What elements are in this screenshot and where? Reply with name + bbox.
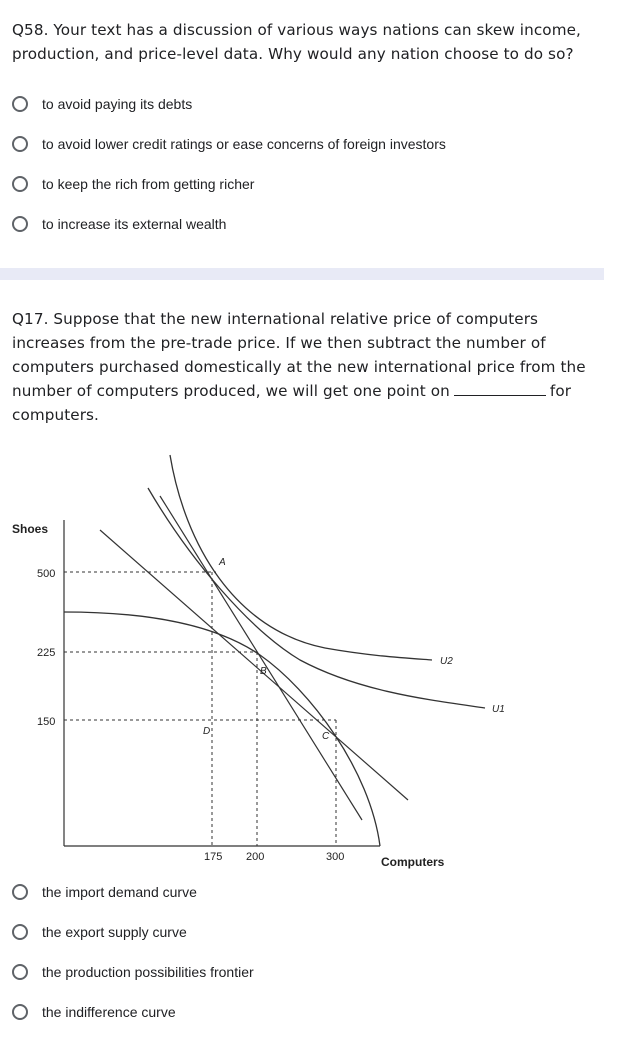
y-axis-label: Shoes [12, 522, 49, 536]
q17-question-line-1: Q17. Suppose that the new international relative price of computers [12, 310, 539, 328]
option-label: the export supply curve [42, 924, 187, 940]
point-label-a: A [219, 557, 226, 568]
y-tick-150: 150 [37, 716, 56, 728]
radio-button[interactable] [12, 216, 28, 232]
option-label: to avoid lower credit ratings or ease concerns of foreign investors [42, 136, 446, 152]
q17-question-line-4-text: number of computers produced, we will get one point on [12, 382, 450, 400]
radio-button[interactable] [12, 136, 28, 152]
q58-option-3[interactable] [12, 173, 254, 195]
radio-button[interactable] [12, 964, 28, 980]
y-tick-500: 500 [37, 568, 56, 580]
radio-button[interactable] [12, 1004, 28, 1020]
trade-graph [0, 440, 625, 880]
q17-question-line-5: computers. [12, 406, 99, 424]
radio-button[interactable] [12, 176, 28, 192]
q17-question-line-4-end: for [549, 382, 572, 400]
q17-option-2[interactable] [12, 921, 187, 943]
q58-option-4[interactable] [12, 213, 226, 235]
option-label: the indifference curve [42, 1004, 176, 1020]
indifference-curve-u1 [148, 488, 485, 708]
option-label: the production possibilities frontier [42, 964, 254, 980]
x-tick-300: 300 [326, 851, 345, 863]
x-tick-175: 175 [204, 851, 223, 863]
q58-option-2[interactable] [12, 133, 446, 155]
curve-label-u1: U1 [492, 704, 505, 715]
q17-option-4[interactable] [12, 1001, 176, 1023]
x-tick-200: 200 [246, 851, 265, 863]
radio-button[interactable] [12, 924, 28, 940]
curve-label-u2: U2 [440, 656, 453, 667]
ppf-curve [64, 612, 380, 846]
q17-option-1[interactable] [12, 881, 197, 903]
q58-question-line-2: production, and price-level data. Why would any nation choose to do so? [12, 45, 574, 63]
q58-option-1[interactable] [12, 93, 192, 115]
y-tick-225: 225 [37, 647, 56, 659]
point-label-b: B [260, 666, 267, 677]
section-divider [0, 268, 604, 280]
option-label: the import demand curve [42, 884, 197, 900]
price-line-1 [100, 530, 408, 800]
q58-question-line-1: Q58. Your text has a discussion of various ways nations can skew income, [12, 21, 581, 39]
q17-option-3[interactable] [12, 961, 254, 983]
answer-blank [454, 381, 546, 396]
point-label-d: D [203, 726, 211, 737]
option-label: to avoid paying its debts [42, 96, 193, 112]
radio-button[interactable] [12, 96, 28, 112]
option-label: to keep the rich from getting richer [42, 176, 255, 192]
x-axis-label: Computers [381, 855, 445, 869]
q17-question-line-3: computers purchased domestically at the new international price from the [12, 358, 586, 376]
option-label: to increase its external wealth [42, 216, 227, 232]
radio-button[interactable] [12, 884, 28, 900]
indifference-curve-u2 [170, 455, 432, 660]
q17-question-line-2: increases from the pre-trade price. If we then subtract the number of [12, 334, 546, 352]
price-line-2 [160, 496, 362, 820]
q17-question-line-4 [12, 379, 571, 403]
point-label-c: C [322, 731, 330, 742]
